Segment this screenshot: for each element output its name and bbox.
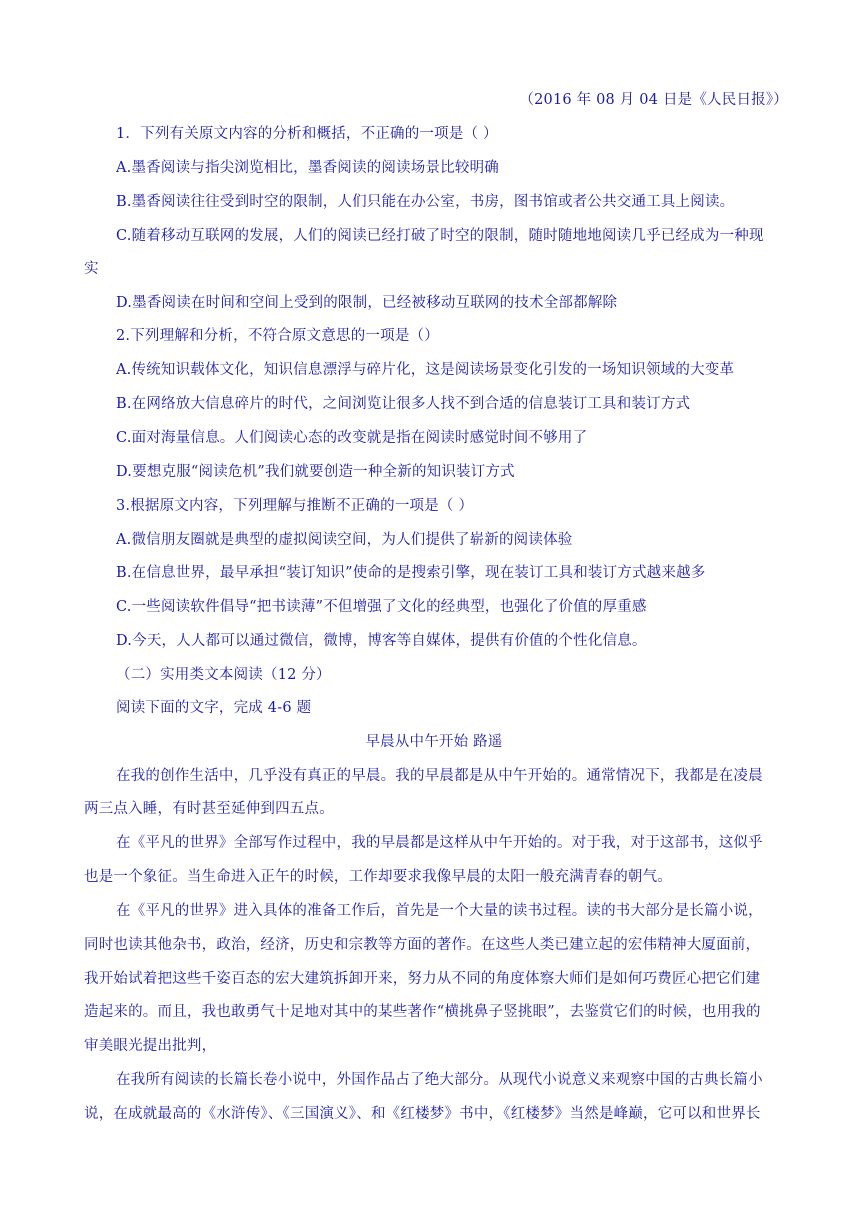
question-2-stem: 2.下列理解和分析，不符合原文意思的一项是（）: [116, 328, 439, 344]
article-title: 早晨从中午开始 路遥: [365, 734, 503, 750]
section-2-instruction: 阅读下面的文字，完成 4-6 题: [116, 700, 312, 716]
section-2-heading: （二）实用类文本阅读（12 分）: [116, 667, 331, 683]
article-paragraph-3-line-3: 我开始试着把这些千姿百态的宏大建筑拆卸开来，努力从不同的角度体察大师们是如何巧费匠心把它们建: [84, 971, 761, 987]
article-paragraph-3-line-2: 同时也读其他杂书，政治，经济，历史和宗教等方面的著作。在这些人类已建立起的宏伟精神大厦面前，: [84, 937, 761, 953]
question-1-option-b: B.墨香阅读往往受到时空的限制，人们只能在办公室，书房，图书馆或者公共交通工具上阅读。: [116, 194, 735, 210]
question-3-option-d: D.今天，人人都可以通过微信，微博，博客等自媒体，提供有价值的个性化信息。: [116, 633, 647, 649]
question-2-option-b: B.在网络放大信息碎片的时代，之间浏览让很多人找不到合适的信息装订工具和装订方式: [116, 396, 691, 412]
article-paragraph-2-line-1: 在《平凡的世界》全部写作过程中，我的早晨都是这样从中午开始的。对于我，对于这部书，这似乎: [116, 835, 763, 851]
question-1-stem: 1．下列有关原文内容的分析和概括，不正确的一项是（ ）: [116, 126, 498, 142]
article-paragraph-3-line-1: 在《平凡的世界》进入具体的准备工作后，首先是一个大量的读书过程。读的书大部分是长篇小说，: [116, 903, 763, 919]
article-paragraph-1-line-1: 在我的创作生活中，几乎没有真正的早晨。我的早晨都是从中午开始的。通常情况下，我都是在凌晨: [116, 768, 763, 784]
question-1-option-c-continued: 实: [84, 261, 99, 277]
question-2-option-a: A.传统知识载体文化，知识信息漂浮与碎片化，这是阅读场景变化引发的一场知识领域的大变革: [116, 362, 735, 378]
question-2-option-d: D.要想克服“阅读危机”我们就要创造一种全新的知识装订方式: [116, 464, 515, 480]
article-paragraph-2-line-2: 也是一个象征。当生命进入正午的时候，工作却要求我像早晨的太阳一般充满青春的朝气。: [84, 869, 672, 885]
question-3-stem: 3.根据原文内容，下列理解与推断不正确的一项是（ ）: [116, 498, 474, 514]
question-1-option-c: C.随着移动互联网的发展，人们的阅读已经打破了时空的限制，随时随地地阅读几乎已经成为一种现: [116, 228, 764, 244]
question-1-option-a: A.墨香阅读与指尖浏览相比，墨香阅读的阅读场景比较明确: [116, 160, 499, 176]
article-paragraph-3-line-5: 审美眼光提出批判，: [84, 1038, 217, 1054]
question-3-option-b: B.在信息世界，最早承担“装订知识”使命的是搜索引擎，现在装订工具和装订方式越来越多: [116, 565, 706, 581]
article-paragraph-1-line-2: 两三点入睡，有时甚至延伸到四五点。: [84, 801, 334, 817]
question-3-option-a: A.微信朋友圈就是典型的虚拟阅读空间，为人们提供了崭新的阅读体验: [116, 532, 573, 548]
question-2-option-c: C.面对海量信息。人们阅读心态的改变就是指在阅读时感觉时间不够用了: [116, 430, 588, 446]
article-paragraph-4-line-2: 说，在成就最高的《水浒传》、《三国演义》、和《红楼梦》书中，《红楼梦》当然是峰巅，它可以和世界长: [84, 1106, 761, 1122]
question-1-option-d: D.墨香阅读在时间和空间上受到的限制，已经被移动互联网的技术全部都解除: [116, 295, 618, 311]
source-line: （2016 年 08 月 04 日是《人民日报》）: [519, 92, 788, 108]
question-3-option-c: C.一些阅读软件倡导“把书读薄”不但增强了文化的经典型，也强化了价值的厚重感: [116, 599, 647, 615]
article-paragraph-3-line-4: 造起来的。而且，我也敢勇气十足地对其中的某些著作“横挑鼻子竖挑眼”，去鉴赏它们的时候，也用我的: [84, 1004, 761, 1020]
article-paragraph-4-line-1: 在我所有阅读的长篇长卷小说中，外国作品占了绝大部分。从现代小说意义来观察中国的古典长篇小: [116, 1072, 763, 1088]
